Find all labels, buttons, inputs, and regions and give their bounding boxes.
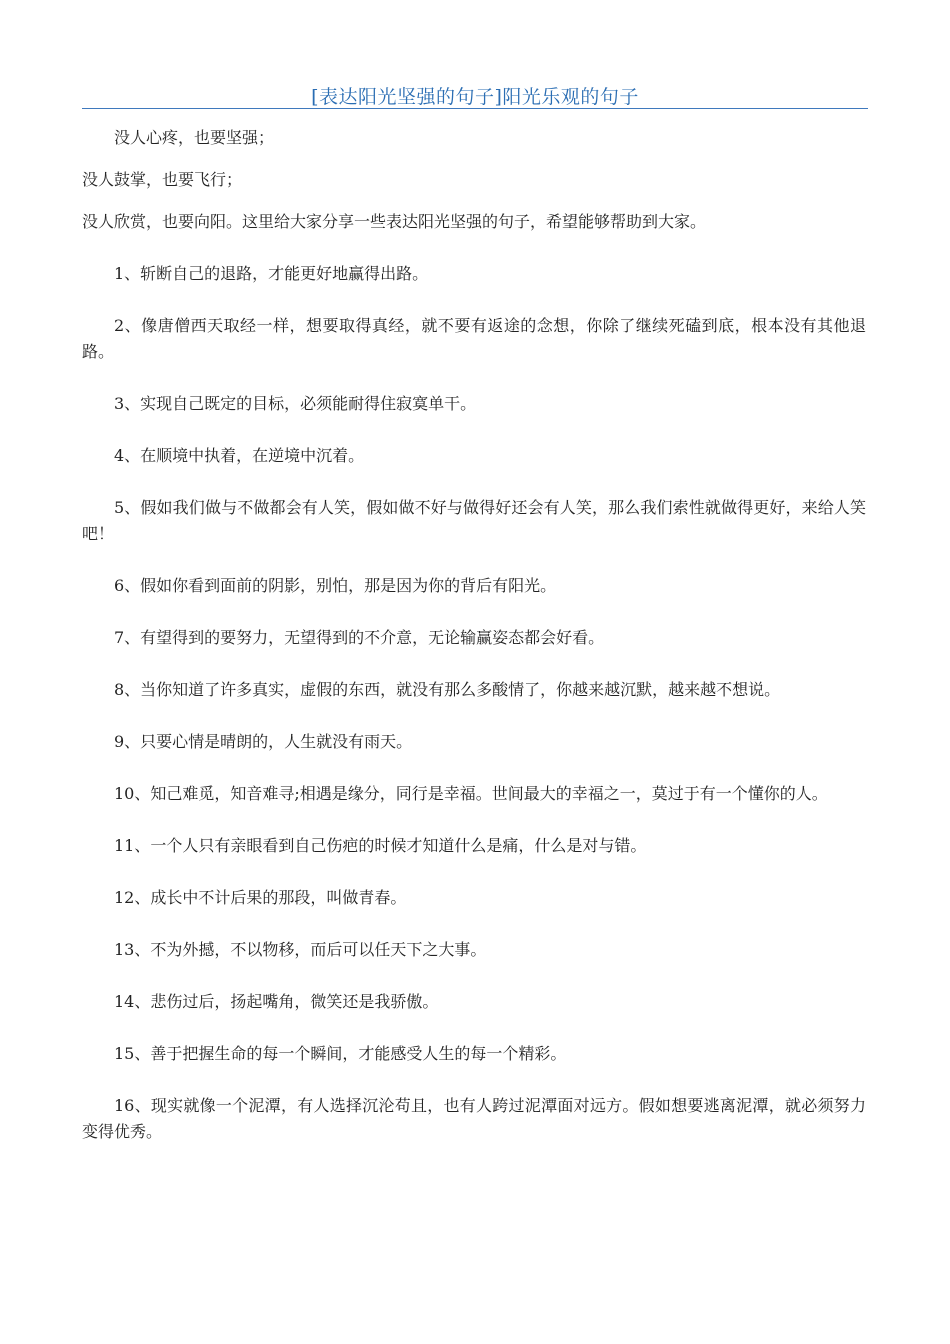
- list-item: 6、假如你看到面前的阴影，别怕，那是因为你的背后有阳光。: [114, 576, 557, 595]
- list-item: 13、不为外撼，不以物移，而后可以任天下之大事。: [114, 940, 487, 959]
- list-item: 3、实现自己既定的目标，必须能耐得住寂寞单干。: [114, 394, 477, 413]
- list-item: 5、假如我们做与不做都会有人笑，假如做不好与做得好还会有人笑，那么我们索性就做得更好，来给人笑吧！: [82, 498, 866, 543]
- list-item: 9、只要心情是晴朗的，人生就没有雨天。: [114, 732, 413, 751]
- page-header-title: [表达阳光坚强的句子]阳光乐观的句子: [311, 86, 639, 108]
- list-item: 12、成长中不计后果的那段，叫做青春。: [114, 888, 407, 907]
- intro-line: 没人欣赏，也要向阳。这里给大家分享一些表达阳光坚强的句子，希望能够帮助到大家。: [82, 212, 707, 231]
- list-item: 14、悲伤过后，扬起嘴角，微笑还是我骄傲。: [114, 992, 439, 1011]
- list-item: 2、像唐僧西天取经一样，想要取得真经，就不要有返途的念想，你除了继续死磕到底，根本没有其他退路。: [82, 316, 866, 361]
- list-item: 10、知己难觅，知音难寻;相遇是缘分，同行是幸福。世间最大的幸福之一，莫过于有一个懂你的人。: [114, 784, 828, 803]
- list-item: 8、当你知道了许多真实，虚假的东西，就没有那么多酸情了，你越来越沉默，越来越不想说。: [114, 680, 781, 699]
- document-body: [82, 125, 866, 1171]
- header-divider: [82, 108, 868, 109]
- intro-line: 没人心疼，也要坚强；: [114, 128, 275, 147]
- list-item: 7、有望得到的要努力，无望得到的不介意，无论输赢姿态都会好看。: [114, 628, 605, 647]
- list-item: 11、一个人只有亲眼看到自己伤疤的时候才知道什么是痛，什么是对与错。: [114, 836, 647, 855]
- list-item: 4、在顺境中执着，在逆境中沉着。: [114, 446, 365, 465]
- list-item: 15、善于把握生命的每一个瞬间，才能感受人生的每一个精彩。: [114, 1044, 567, 1063]
- list-item: 1、斩断自己的退路，才能更好地赢得出路。: [114, 264, 429, 283]
- intro-line: 没人鼓掌，也要飞行；: [82, 170, 243, 189]
- list-item: 16、现实就像一个泥潭，有人选择沉沦苟且，也有人跨过泥潭面对远方。假如想要逃离泥潭，就必须努力变得优秀。: [82, 1096, 866, 1141]
